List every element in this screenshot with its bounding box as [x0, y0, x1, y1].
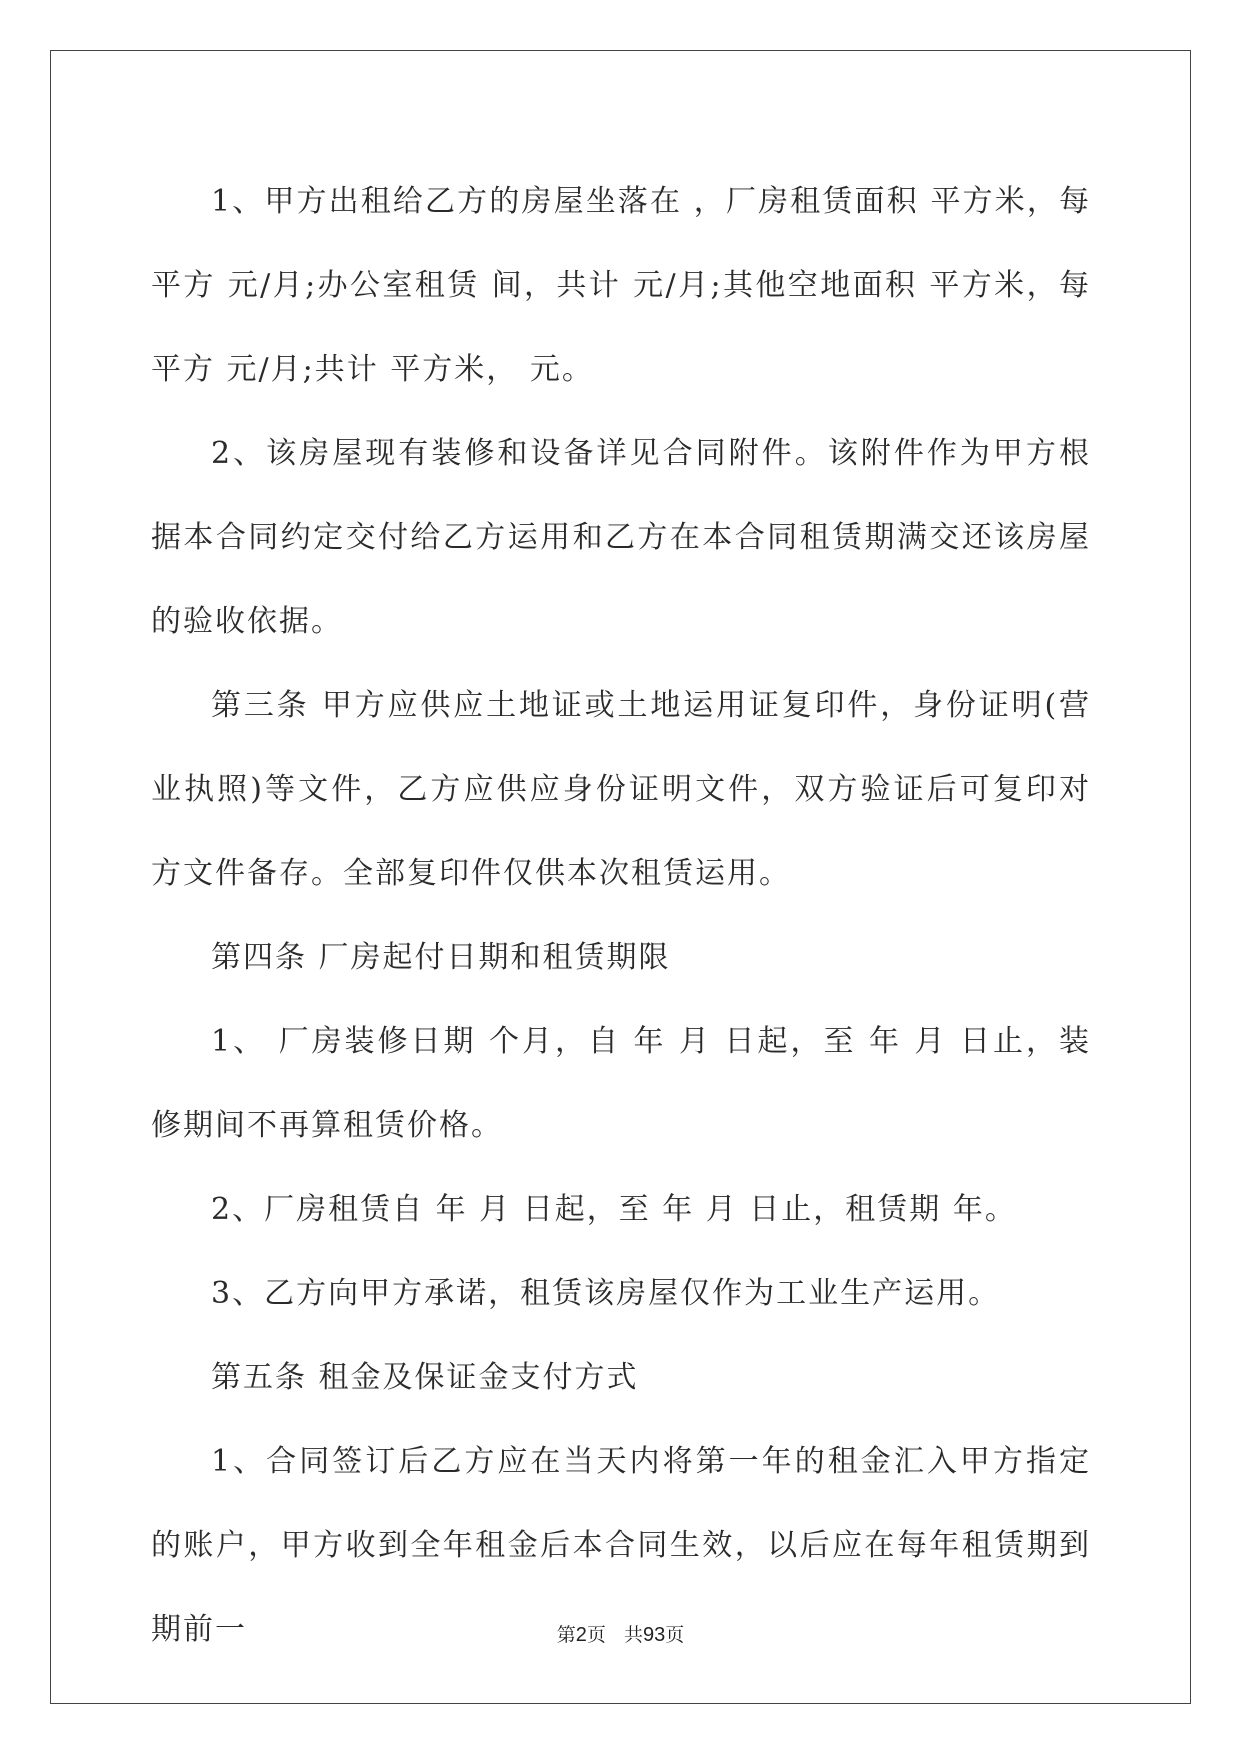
- page-footer: [0, 1620, 1241, 1647]
- paragraph-4-1: 1、 厂房装修日期 个月，自 年 月 日起，至 年 月 日止，装修期间不再算租赁价格。: [151, 1024, 1091, 1143]
- total-suffix: 页: [665, 1624, 685, 1646]
- page-prefix: 第: [556, 1624, 576, 1646]
- paragraph-2: 2、该房屋现有装修和设备详见合同附件。该附件作为甲方根据本合同约定交付给乙方运用和乙方在本合同租赁期满交还该房屋的验收依据。: [151, 436, 1091, 639]
- heading-article-5: 第五条 租金及保证金支付方式: [211, 1360, 639, 1395]
- paragraph-4-2: 2、厂房租赁自 年 月 日起，至 年 月 日止，租赁期 年。: [211, 1192, 1017, 1227]
- document-body: [151, 160, 1091, 1672]
- total-prefix: 共: [623, 1624, 643, 1646]
- heading-article-4: 第四条 厂房起付日期和租赁期限: [211, 940, 671, 975]
- paragraph-article-3: 第三条 甲方应供应土地证或土地运用证复印件，身份证明(营业执照)等文件，乙方应供应身份证明文件，双方验证后可复印对方文件备存。全部复印件仅供本次租赁运用。: [151, 688, 1091, 891]
- paragraph-4-3: 3、乙方向甲方承诺，租赁该房屋仅作为工业生产运用。: [211, 1276, 1001, 1311]
- page-number: 2: [575, 1624, 587, 1646]
- paragraph-5-1: 1、合同签订后乙方应在当天内将第一年的租金汇入甲方指定的账户，甲方收到全年租金后本合同生效，以后应在每年租赁期到期前一: [151, 1444, 1091, 1647]
- total-pages: 93: [642, 1624, 666, 1646]
- paragraph-1: 1、甲方出租给乙方的房屋坐落在 ，厂房租赁面积 平方米，每平方 元/月;办公室租赁 间，共计 元/月;其他空地面积 平方米，每平方 元/月;共计 平方米， 元。: [151, 184, 1091, 387]
- page-suffix: 页: [586, 1624, 606, 1646]
